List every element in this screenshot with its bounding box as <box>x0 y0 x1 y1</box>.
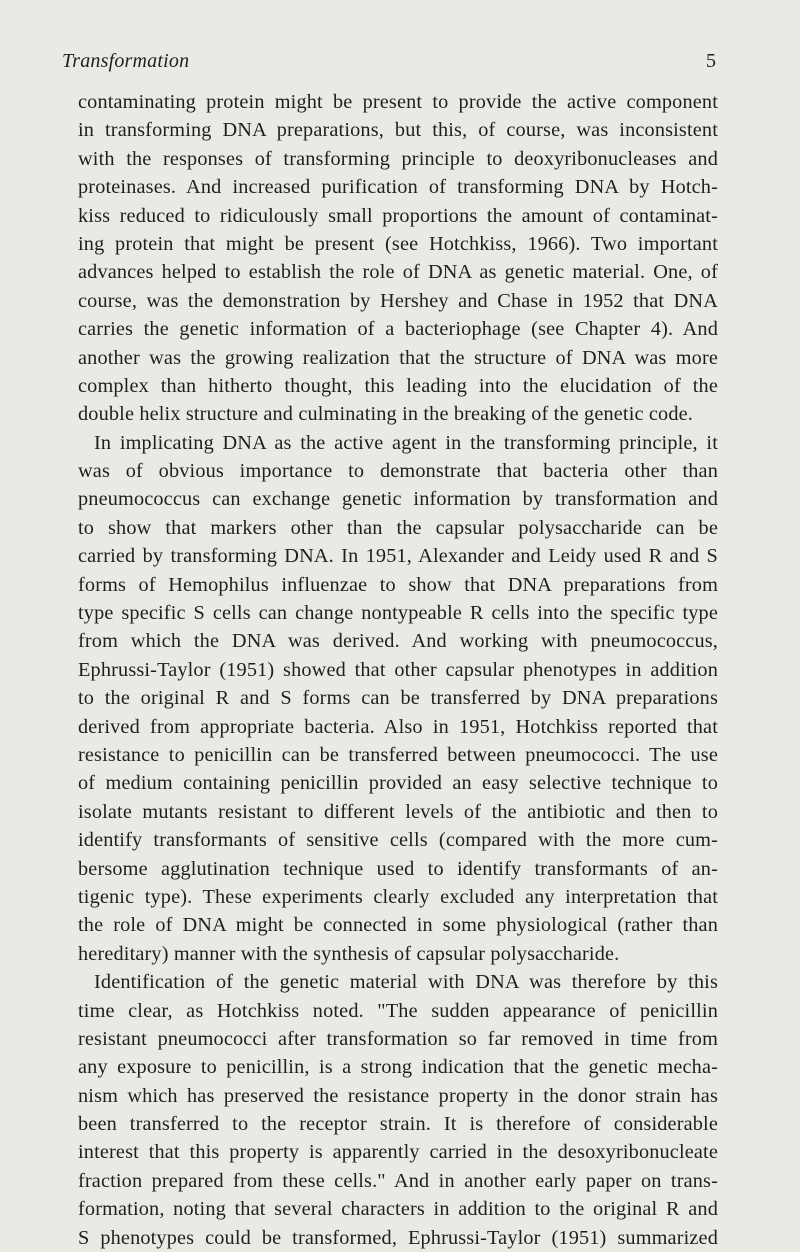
paragraph <box>78 88 718 429</box>
text-line: course, was the demonstration by Hershey and Chase in 1952 that DNA <box>78 289 718 312</box>
body-text <box>78 88 718 1252</box>
paragraph <box>78 429 718 968</box>
text-line: Ephrussi-Taylor (1951) showed that other capsular phenotypes in addition <box>78 658 718 681</box>
text-line: resistance to penicillin can be transferred between pneumococci. The use <box>78 743 718 766</box>
text-line: proteinases. And increased purification of transforming DNA by Hotch- <box>78 176 718 199</box>
page-number: 5 <box>706 50 716 72</box>
text-line: in transforming DNA preparations, but this, of course, was inconsistent <box>78 119 718 142</box>
text-line: any exposure to penicillin, is a strong indication that the genetic mecha- <box>78 1056 718 1079</box>
text-line: from which the DNA was derived. And working with pneumococcus, <box>78 630 718 653</box>
text-line: fraction prepared from these cells." And in another early paper on trans- <box>78 1169 718 1192</box>
text-line: bersome agglutination technique used to identify transformants of an- <box>78 857 718 880</box>
text-line: S phenotypes could be transformed, Ephrussi-Taylor (1951) summarized <box>78 1226 718 1249</box>
text-line: been transferred to the receptor strain. It is therefore of considerable <box>78 1113 718 1136</box>
text-line: another was the growing realization that the structure of DNA was more <box>78 346 718 369</box>
running-head <box>62 50 716 78</box>
text-line: time clear, as Hotchkiss noted. "The sudden appearance of penicillin <box>78 999 718 1022</box>
text-line: with the responses of transforming principle to deoxyribonucleases and <box>78 147 718 170</box>
text-line: formation, noting that several characters in addition to the original R and <box>78 1198 718 1221</box>
text-line: to show that markers other than the capsular polysaccharide can be <box>78 516 718 539</box>
text-line: of medium containing penicillin provided an easy selective technique to <box>78 772 718 795</box>
text-line: resistant pneumococci after transformation so far removed in time from <box>78 1027 718 1050</box>
text-line: carries the genetic information of a bacteriophage (see Chapter 4). And <box>78 318 718 341</box>
text-line: carried by transforming DNA. In 1951, Alexander and Leidy used R and S <box>78 545 718 568</box>
text-line: In implicating DNA as the active agent in the transforming principle, it <box>94 431 718 454</box>
text-line: advances helped to establish the role of DNA as genetic material. One, of <box>78 261 718 284</box>
text-line: to the original R and S forms can be transferred by DNA preparations <box>78 687 718 710</box>
text-line: the role of DNA might be connected in some physiological (rather than <box>78 914 718 937</box>
text-line: type specific S cells can change nontypeable R cells into the specific type <box>78 602 718 625</box>
text-line: double helix structure and culminating in the breaking of the genetic code. <box>78 403 693 426</box>
text-line: tigenic type). These experiments clearly excluded any interpretation that <box>78 885 718 908</box>
text-line: hereditary) manner with the synthesis of capsular polysaccharide. <box>78 942 620 965</box>
text-line: was of obvious importance to demonstrate that bacteria other than <box>78 460 718 483</box>
text-line: identify transformants of sensitive cells (compared with the more cum- <box>78 829 718 852</box>
paragraph <box>78 968 718 1252</box>
text-line: kiss reduced to ridiculously small proportions the amount of contaminat- <box>78 204 718 227</box>
text-line: complex than hitherto thought, this leading into the elucidation of the <box>78 374 718 397</box>
text-line: ing protein that might be present (see Hotchkiss, 1966). Two important <box>78 232 718 255</box>
text-line: isolate mutants resistant to different levels of the antibiotic and then to <box>78 800 718 823</box>
text-line: forms of Hemophilus influenzae to show that DNA preparations from <box>78 573 718 596</box>
text-line: Identification of the genetic material with DNA was therefore by this <box>94 971 718 994</box>
text-line: nism which has preserved the resistance property in the donor strain has <box>78 1084 718 1107</box>
text-line: derived from appropriate bacteria. Also in 1951, Hotchkiss reported that <box>78 715 718 738</box>
text-line: pneumococcus can exchange genetic information by transformation and <box>78 488 718 511</box>
text-line: interest that this property is apparently carried in the desoxyribonucleate <box>78 1141 718 1164</box>
text-line: contaminating protein might be present to provide the active component <box>78 91 718 113</box>
chapter-title: Transformation <box>62 50 190 72</box>
